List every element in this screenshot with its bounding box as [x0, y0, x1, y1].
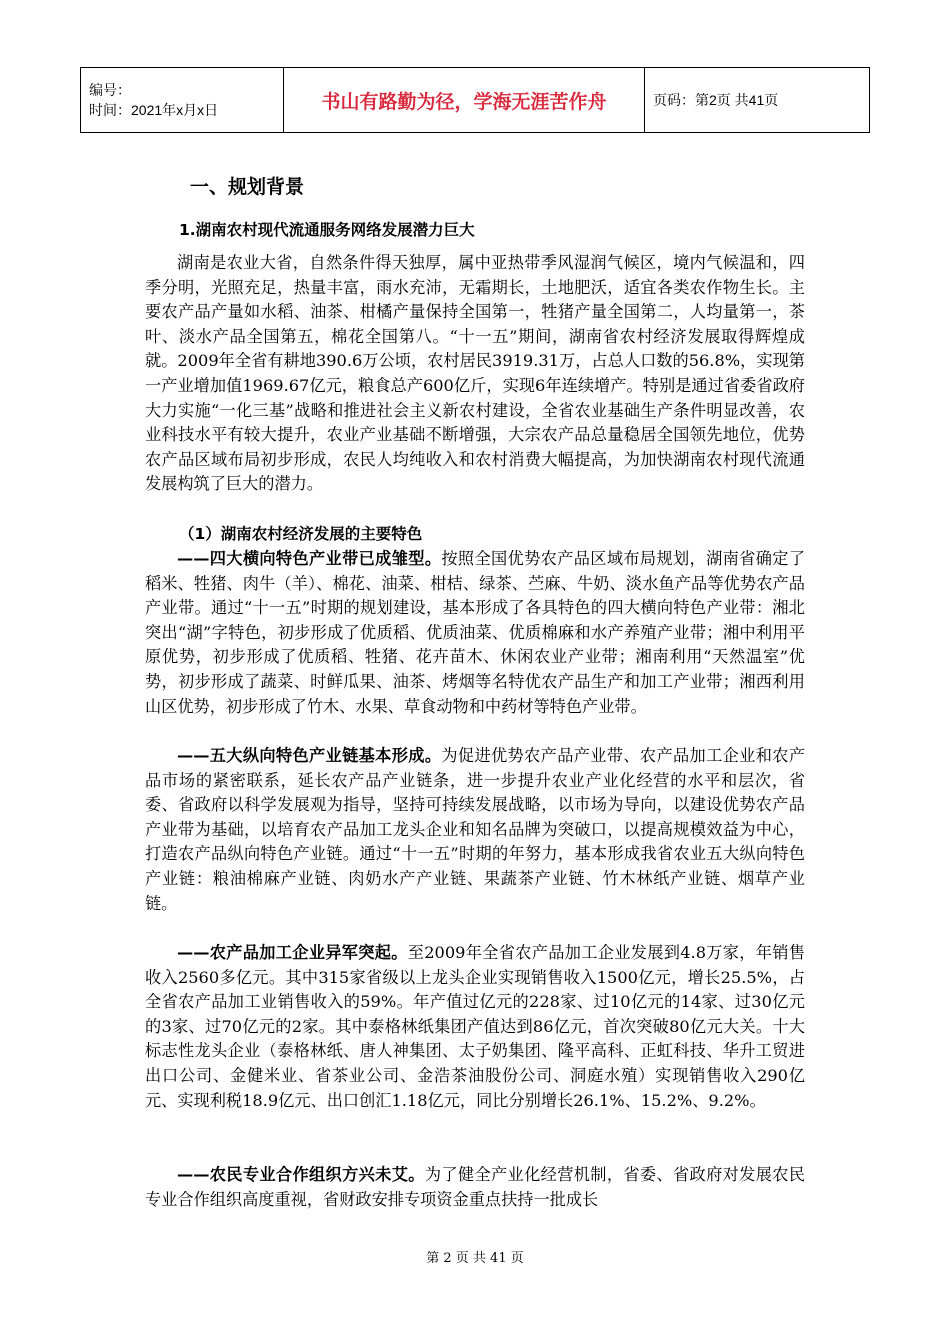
- sub-heading: （1）湖南农村经济发展的主要特色: [179, 525, 423, 543]
- header-table: [80, 67, 870, 133]
- page-footer: 第 2 页 共 41 页: [426, 1251, 524, 1266]
- feature-body: 至2009年全省农产品加工企业发展到4.8万家，年销售收入2560多亿元。其中315家省级以上龙头企业实现销售收入1500亿元，增长25.5%，占全省农产品加工业销售收入的59%。年产值过亿元的228家、过10亿元的14家、过30亿元的3家、过70亿元的2家。其中泰格林纸集团产值达到86亿元，首次突破80亿元大关。十大标志性龙头企业（泰格林纸、唐人神集团、太子奶集团、隆平高科、正虹科技、华升工贸进出口公司、金健米业、省茶业公司、金浩茶油股份公司、洞庭水殖）实现销售收入290亿元、实现利税18.9亿元、出口创汇1.18亿元，同比分别增长26.1%、15.2%、9.2%。: [145, 943, 805, 1110]
- feature-paragraph: [145, 744, 805, 916]
- document-number-label: 编号：: [89, 82, 131, 98]
- feature-lead: ——农民专业合作组织方兴未艾。: [177, 1165, 425, 1184]
- document-time-label: 时间：2021年x月x日: [89, 102, 219, 118]
- feature-body: 按照全国优势农产品区域布局规划，湖南省确定了稻米、牲猪、肉牛（羊）、棉花、油菜、柑桔、绿茶、苎麻、牛奶、淡水鱼产品等优势农产品产业带。通过“十一五”时期的规划建设，基本形成了各具特色的四大横向特色产业带：湘北突出“湖”字特色，初步形成了优质稻、优质油菜、优质棉麻和水产养殖产业带；湘中利用平原优势，初步形成了优质稻、牲猪、花卉苗木、休闲农业产业带；湘南利用“天然温室”优势，初步形成了蔬菜、时鲜瓜果、油茶、烤烟等名特优农产品生产和加工产业带；湘西利用山区优势，初步形成了竹木、水果、草食动物和中药材等特色产业带。: [145, 549, 806, 716]
- feature-paragraph: [145, 941, 805, 1113]
- feature-paragraph: [145, 1163, 805, 1212]
- feature-lead: ——农产品加工企业异军突起。: [177, 943, 408, 962]
- header-meta-cell: [81, 68, 284, 133]
- subsection-title: 1.湖南农村现代流通服务网络发展潜力巨大: [179, 221, 475, 239]
- section-title: 一、规划背景: [190, 176, 305, 198]
- feature-body: 为了健全产业化经营机制，省委、省政府对发展农民专业合作组织高度重视，省财政安排专项资金重点扶持一批成长: [145, 1165, 806, 1209]
- feature-paragraph: [145, 547, 805, 719]
- feature-lead: ——五大纵向特色产业链基本形成。: [177, 746, 442, 765]
- header-page-info: 页码：第2页 共41页: [645, 68, 870, 133]
- feature-body: 为促进优势农产品产业带、农产品加工企业和农产品市场的紧密联系，延长农产品产业链条，进一步提升农业产业化经营的水平和层次，省委、省政府以科学发展观为指导，坚持可持续发展战略，以市场为导向，以建设优势农产品产业带为基础，以培育农产品加工龙头企业和知名品牌为突破口，以提高规模效益为中心，打造农产品纵向特色产业链。通过“十一五”时期的年努力，基本形成我省农业五大纵向特色产业链：粮油棉麻产业链、肉奶水产产业链、果蔬茶产业链、竹木林纸产业链、烟草产业链。: [145, 746, 806, 913]
- intro-paragraph: 湖南是农业大省，自然条件得天独厚，属中亚热带季风湿润气候区，境内气候温和，四季分明，光照充足，热量丰富，雨水充沛，无霜期长，土地肥沃，适宜各类农作物生长。主要农产品产量如水稻、油茶、柑橘产量保持全国第一，牲猪产量全国第二，人均量第一，茶叶、淡水产品全国第五，棉花全国第八。“十一五”期间，湖南省农村经济发展取得辉煌成就。2009年全省有耕地390.6万公顷，农村居民3919.31万，占总人口数的56.8%，实现第一产业增加值1969.67亿元，粮食总产600亿斤，实现6年连续增产。特别是通过省委省政府大力实施“一化三基”战略和推进社会主义新农村建设，全省农业基础生产条件明显改善，农业科技水平有较大提升，农业产业基础不断增强，大宗农产品总量稳居全国领先地位，优势农产品区域布局初步形成，农民人均纯收入和农村消费大幅提高，为加快湖南农村现代流通发展构筑了巨大的潜力。: [145, 253, 805, 494]
- header-motto: 书山有路勤为径，学海无涯苦作舟: [284, 68, 645, 133]
- feature-lead: ——四大横向特色产业带已成雏型。: [177, 549, 442, 568]
